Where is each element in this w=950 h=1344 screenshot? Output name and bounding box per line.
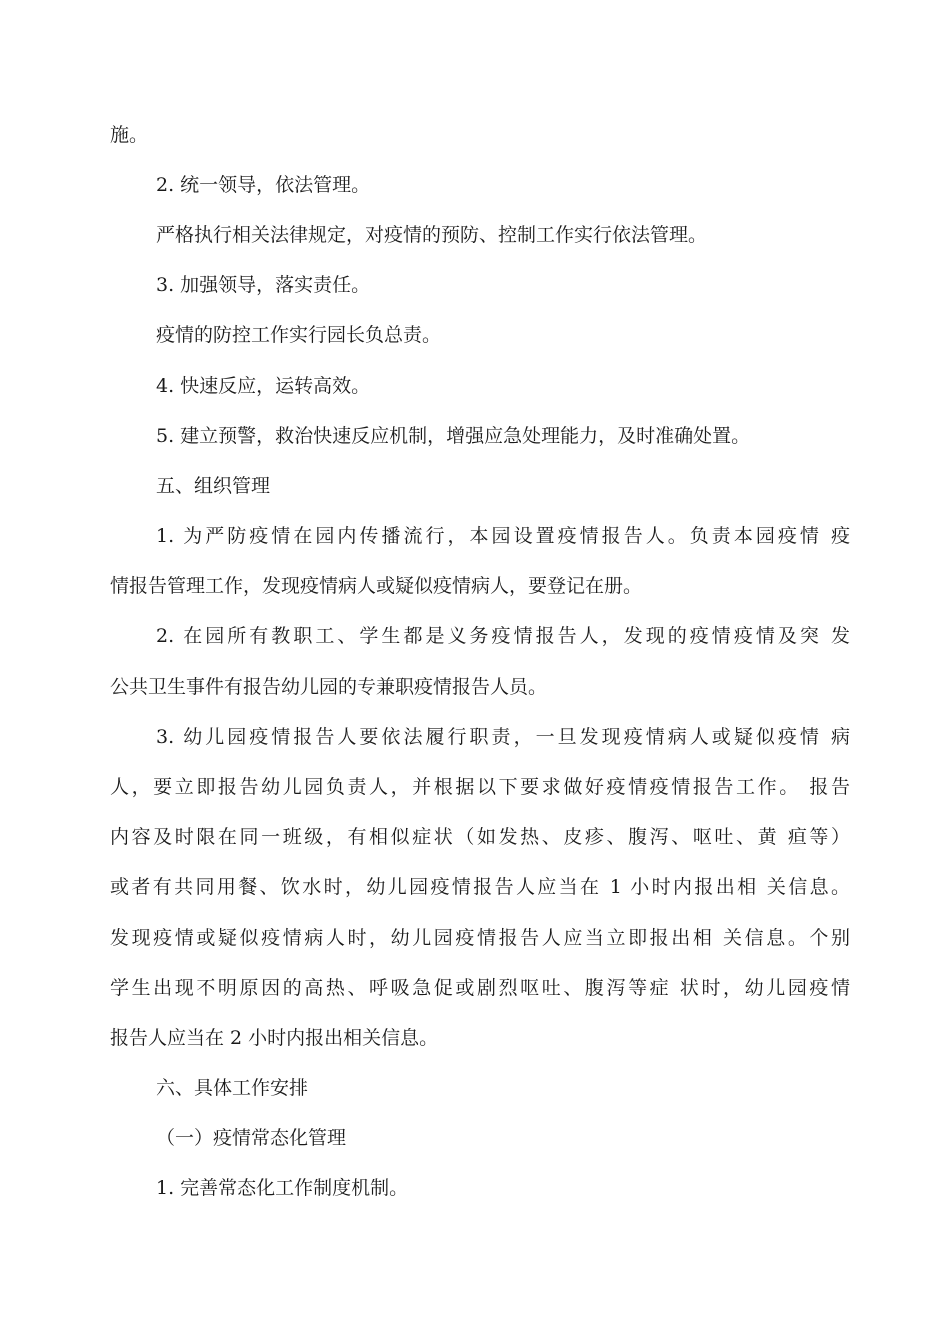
list-item-heading: 3. 加强领导，落实责任。 <box>156 274 371 296</box>
list-item-heading: 4. 快速反应，运转高效。 <box>156 375 371 397</box>
paragraph-line: 公共卫生事件有报告幼儿园的专兼职疫情报告人员。 <box>110 676 548 698</box>
paragraph-line: 人，要立即报告幼儿园负责人，并根据以下要求做好疫情疫情报告工作。 报告 <box>110 776 850 798</box>
list-item-heading: 2. 统一领导，依法管理。 <box>156 174 371 196</box>
paragraph-line: 发现疫情或疑似疫情病人时，幼儿园疫情报告人应当立即报出相 关信息。个别 <box>110 927 850 949</box>
paragraph-line: 施。 <box>110 124 149 146</box>
section-heading: 五、组织管理 <box>156 475 271 497</box>
paragraph-line: 严格执行相关法律规定，对疫情的预防、控制工作实行依法管理。 <box>156 224 708 246</box>
paragraph-line: 或者有共同用餐、饮水时，幼儿园疫情报告人应当在 1 小时内报出相 关信息。 <box>110 876 850 898</box>
subsection-heading: （一）疫情常态化管理 <box>156 1127 347 1149</box>
paragraph-line: 内容及时限在同一班级，有相似症状（如发热、皮疹、腹泻、呕吐、黄 疸等） <box>110 826 850 848</box>
paragraph-line: 疫情的防控工作实行园长负总责。 <box>156 324 442 346</box>
paragraph-line: 情报告管理工作，发现疫情病人或疑似疫情病人，要登记在册。 <box>110 575 643 597</box>
list-item-heading: 5. 建立预警，救治快速反应机制，增强应急处理能力，及时准确处置。 <box>156 425 751 447</box>
paragraph-line: 学生出现不明原因的高热、呼吸急促或剧烈呕吐、腹泻等症 状时，幼儿园疫情 <box>110 977 850 999</box>
paragraph-line: 1. 为严防疫情在园内传播流行，本园设置疫情报告人。负责本园疫情 疫 <box>156 525 850 547</box>
paragraph-line: 2. 在园所有教职工、学生都是义务疫情报告人，发现的疫情疫情及突 发 <box>156 625 850 647</box>
paragraph-line: 3. 幼儿园疫情报告人要依法履行职责，一旦发现疫情病人或疑似疫情 病 <box>156 726 850 748</box>
paragraph-line: 报告人应当在 2 小时内报出相关信息。 <box>110 1027 439 1049</box>
list-item-heading: 1. 完善常态化工作制度机制。 <box>156 1177 409 1199</box>
section-heading: 六、具体工作安排 <box>156 1077 309 1099</box>
